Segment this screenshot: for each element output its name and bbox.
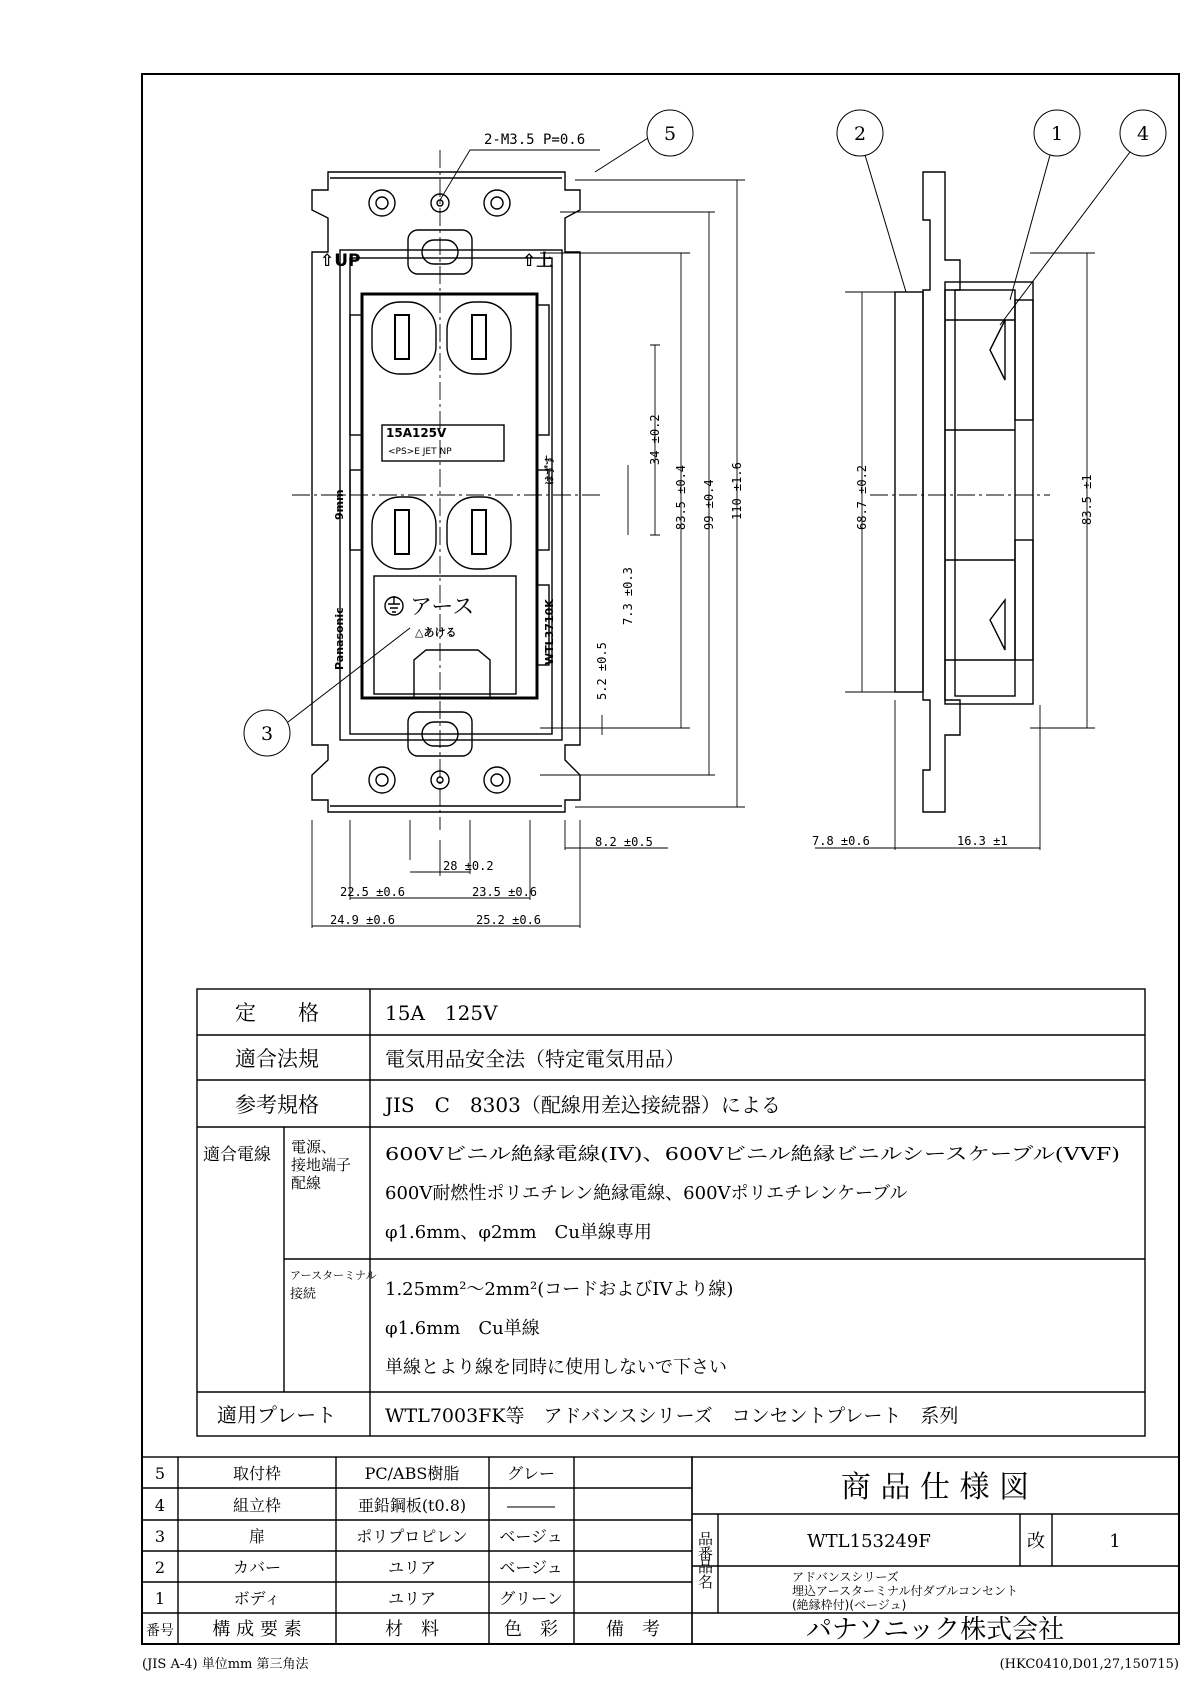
side-view bbox=[870, 172, 1050, 812]
part-number: WTL153249F bbox=[807, 1531, 931, 1552]
dim-68-7: 68.7 ±0.2 bbox=[855, 464, 869, 530]
wire-header: 適合電線 bbox=[203, 1145, 271, 1165]
power-wire-line-2: 600V耐燃性ポリエチレン絶縁電線、600Vポリエチレンケーブル bbox=[385, 1183, 908, 1204]
part-material: ユリア bbox=[387, 1589, 437, 1608]
dim-28: 28 ±0.2 bbox=[443, 859, 494, 873]
earth-wire-line-2: φ1.6mm Cu単線 bbox=[385, 1318, 540, 1339]
parts-table bbox=[142, 1457, 692, 1644]
part-color: グレー bbox=[506, 1464, 556, 1483]
part-no: 4 bbox=[154, 1496, 166, 1515]
part-name: 取付枠 bbox=[232, 1464, 282, 1483]
part-material: ユリア bbox=[387, 1558, 437, 1577]
dim-16-3: 16.3 ±1 bbox=[957, 834, 1008, 848]
sheet-title: 商 品 仕 様 図 bbox=[840, 1470, 1030, 1505]
earth-label-1: アースターミナル bbox=[290, 1269, 377, 1282]
part-material: ポリプロピレン bbox=[356, 1527, 468, 1546]
brand-label: Panasonic bbox=[333, 607, 346, 670]
plate-header: 適用プレート bbox=[217, 1403, 337, 1427]
parts-row bbox=[155, 1464, 555, 1483]
callout-3: 3 bbox=[260, 723, 274, 745]
title-block-text bbox=[696, 1470, 1121, 1645]
dim-25-2: 25.2 ±0.6 bbox=[476, 913, 542, 927]
dim-24-9: 24.9 ±0.6 bbox=[330, 913, 396, 927]
part-no: 2 bbox=[154, 1558, 166, 1577]
earth-wire-line-1: 1.25mm²～2mm²(コードおよびIVより線) bbox=[385, 1279, 734, 1300]
callout-2: 2 bbox=[853, 123, 867, 145]
part-color: ベージュ bbox=[499, 1527, 563, 1546]
product-name-label: 品名 bbox=[696, 1559, 714, 1589]
footer-left: (JIS A-4) 単位mm 第三角法 bbox=[142, 1657, 309, 1672]
part-color: ――― bbox=[507, 1496, 555, 1515]
dim-110: 110 ±1.6 bbox=[730, 462, 744, 520]
open-text: △あける bbox=[415, 626, 457, 639]
revision-number: 1 bbox=[1109, 1531, 1121, 1552]
law-value: 電気用品安全法（特定電気用品） bbox=[385, 1047, 685, 1071]
part-color: ベージュ bbox=[499, 1558, 563, 1577]
footer bbox=[142, 1656, 1179, 1672]
callout-5: 5 bbox=[663, 123, 677, 145]
part-no: 5 bbox=[154, 1464, 166, 1483]
rating-label: 15A125V bbox=[386, 426, 447, 440]
plate-value: WTL7003FK等 アドバンスシリーズ コンセントプレート 系列 bbox=[385, 1405, 959, 1427]
standard-value: JIS C 8303（配線用差込接続器）による bbox=[385, 1093, 781, 1117]
product-name-line-1: アドバンスシリーズ bbox=[792, 1570, 899, 1584]
product-name-line-3: (絶縁枠付)(ベージュ) bbox=[792, 1598, 907, 1612]
dim-23-5: 23.5 ±0.6 bbox=[472, 885, 538, 899]
parts-header-row bbox=[146, 1619, 660, 1640]
rating-header: 定 格 bbox=[235, 1001, 319, 1025]
spec-table-text bbox=[203, 1001, 1120, 1427]
header-note: 備 考 bbox=[606, 1619, 660, 1640]
product-name-line-2: 埋込アースターミナル付ダブルコンセント bbox=[792, 1584, 1018, 1598]
power-label-3: 配線 bbox=[291, 1174, 322, 1192]
header-color: 色 彩 bbox=[504, 1619, 558, 1640]
dim-34: 34 ±0.2 bbox=[648, 414, 662, 465]
rating-value: 15A 125V bbox=[385, 1001, 498, 1025]
power-label-1: 電源、 bbox=[291, 1138, 337, 1156]
parts-row bbox=[155, 1496, 555, 1515]
dim-83-5: 83.5 ±0.4 bbox=[674, 464, 688, 530]
dim-8-2: 8.2 ±0.5 bbox=[595, 835, 653, 849]
rating-sub-label: <PS>E JET NP bbox=[388, 447, 452, 457]
part-material: 亜鉛鋼板(t0.8) bbox=[357, 1496, 467, 1515]
part-no-label: 品番 bbox=[696, 1531, 714, 1561]
dim-7-3: 7.3 ±0.3 bbox=[621, 567, 635, 625]
parts-row bbox=[155, 1527, 563, 1546]
law-header: 適合法規 bbox=[235, 1047, 319, 1071]
up-arrow-label-jp: ⇧上 bbox=[522, 251, 554, 271]
header-material: 材 料 bbox=[385, 1619, 439, 1640]
front-view-labels bbox=[320, 250, 556, 670]
footer-right: (HKC0410,D01,27,150715) bbox=[999, 1657, 1179, 1672]
callout-1: 1 bbox=[1050, 123, 1064, 145]
part-material: PC/ABS樹脂 bbox=[364, 1464, 460, 1483]
revision-label: 改 bbox=[1027, 1531, 1045, 1552]
part-name: 扉 bbox=[248, 1527, 266, 1546]
dim-22-5: 22.5 ±0.6 bbox=[340, 885, 406, 899]
earth-text: アース bbox=[410, 595, 475, 620]
part-name: 組立枠 bbox=[232, 1496, 282, 1515]
dim-5-2: 5.2 ±0.5 bbox=[595, 642, 609, 700]
part-name: カバー bbox=[232, 1558, 282, 1577]
callout-4: 4 bbox=[1136, 123, 1150, 145]
parts-row bbox=[155, 1589, 563, 1608]
strip-length-label: 9mm bbox=[333, 489, 346, 520]
remove-label: はずす bbox=[545, 455, 556, 485]
part-no: 1 bbox=[154, 1589, 166, 1608]
dim-7-8: 7.8 ±0.6 bbox=[812, 834, 870, 848]
dim-99: 99 ±0.4 bbox=[702, 479, 716, 530]
power-wire-line-1: 600Vビニル絶縁電線(IV)、600Vビニル絶縁ビニルシースケーブル(VVF) bbox=[385, 1144, 1120, 1165]
screw-spec: 2-M3.5 P=0.6 bbox=[484, 132, 586, 148]
company-name: パナソニック株式会社 bbox=[805, 1615, 1065, 1645]
parts-row bbox=[155, 1558, 563, 1577]
power-wire-line-3: φ1.6mm、φ2mm Cu単線専用 bbox=[385, 1222, 652, 1243]
dim-83-5-side: 83.5 ±1 bbox=[1080, 474, 1094, 525]
part-color: グリーン bbox=[499, 1589, 563, 1608]
side-dimension-texts bbox=[812, 465, 1094, 848]
model-label: WTL3710K bbox=[543, 599, 556, 665]
earth-wire-line-3: 単線とより線を同時に使用しないで下さい bbox=[385, 1357, 727, 1378]
header-name: 構 成 要 素 bbox=[212, 1619, 302, 1640]
power-label-2: 接地端子 bbox=[291, 1156, 352, 1174]
header-no: 番号 bbox=[146, 1623, 174, 1639]
standard-header: 参考規格 bbox=[235, 1093, 319, 1117]
part-no: 3 bbox=[154, 1527, 166, 1546]
up-arrow-label: ⇧UP bbox=[320, 251, 361, 271]
part-name: ボディ bbox=[233, 1589, 281, 1608]
earth-label-2: 接続 bbox=[290, 1287, 317, 1302]
